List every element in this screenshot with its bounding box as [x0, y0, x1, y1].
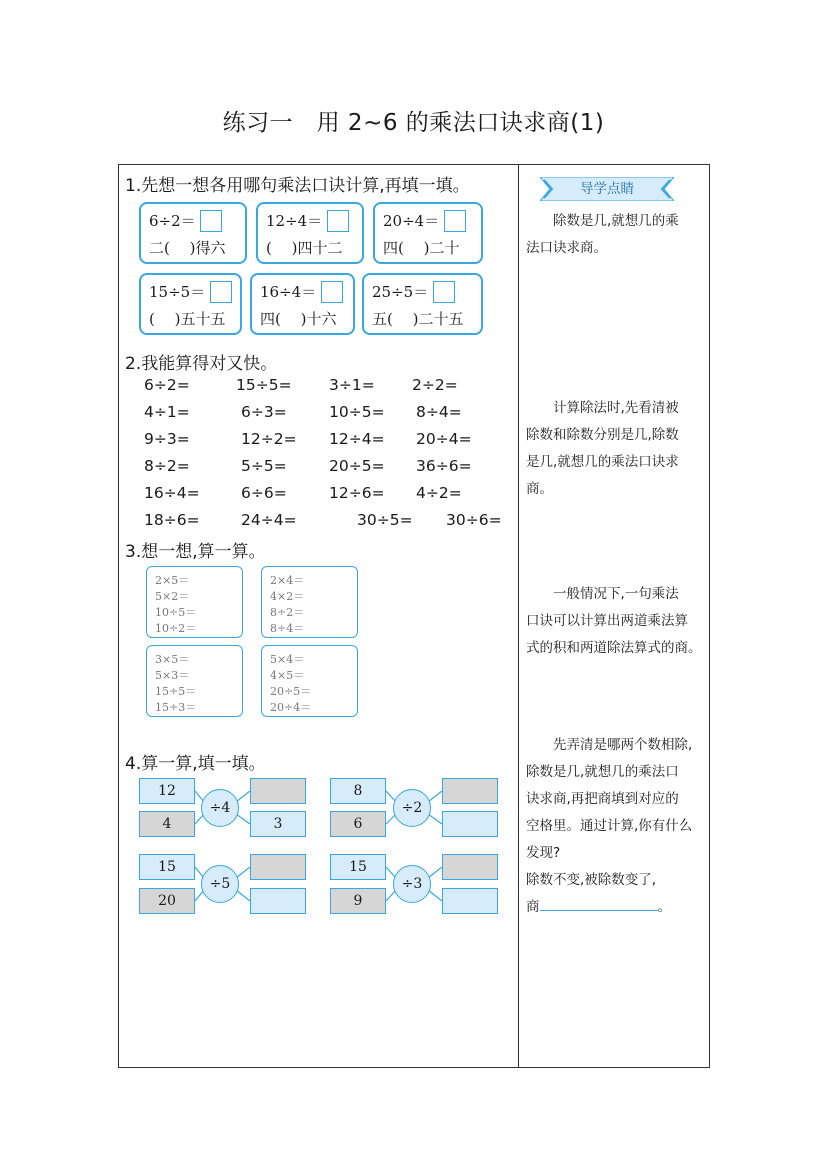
q1-expr: 12÷4＝	[266, 212, 323, 230]
q1-rhyme: 四( )二十	[383, 239, 460, 257]
q1-rhyme: ( )四十二	[266, 239, 343, 257]
q2-exercise: 10÷5=	[329, 403, 385, 421]
q4-dividend-box: 15	[330, 854, 386, 880]
q4-dividend-box: 9	[330, 888, 386, 914]
q2-exercise: 15÷5=	[236, 376, 292, 394]
q1-rhyme: 五( )二十五	[372, 310, 464, 328]
guide-ribbon	[540, 177, 674, 201]
q4-dividend-box: 8	[330, 778, 386, 804]
q4-dividend-box: 6	[330, 811, 386, 837]
q3-line: 4×5＝	[270, 669, 305, 682]
q2-exercise: 3÷1=	[329, 376, 375, 394]
q4-answer-box[interactable]	[250, 778, 306, 804]
sidebar-note-4	[526, 732, 710, 921]
q2-exercise: 12÷4=	[329, 430, 385, 448]
note-line: 诀求商,再把商填到对应的	[526, 791, 679, 807]
q2-exercise: 12÷2=	[241, 430, 297, 448]
q4-answer-box[interactable]	[442, 811, 498, 837]
q4-answer-box[interactable]	[442, 778, 498, 804]
q4-operator-circle: ÷3	[393, 865, 431, 903]
note-line: 口诀可以计算出两道乘法算	[526, 613, 688, 629]
note-line: 除数不变,被除数变了,	[526, 872, 657, 888]
note-line: 除数是几,就想几的乘法口	[526, 764, 679, 780]
note-line: 计算除法时,先看清被	[526, 400, 679, 416]
q1-expr: 25÷5＝	[372, 283, 429, 301]
q4-answer-box[interactable]	[250, 854, 306, 880]
q2-heading: 2.我能算得对又快。	[125, 354, 278, 374]
note-fill-line	[526, 894, 710, 921]
q1-expr: 15÷5＝	[149, 283, 206, 301]
q3-line: 4×2＝	[270, 590, 305, 603]
q4-heading: 4.算一算,填一填。	[125, 754, 266, 774]
note-line: 是几,就想几的乘法口诀求	[526, 454, 679, 470]
q2-exercise: 4÷1=	[144, 403, 190, 421]
q2-exercise: 8÷4=	[416, 403, 462, 421]
q2-exercise: 30÷6=	[446, 511, 502, 529]
q4-answer-box[interactable]: 3	[250, 811, 306, 837]
q4-dividend-box: 15	[139, 854, 195, 880]
q3-line: 20÷5＝	[270, 685, 312, 698]
q3-line: 10÷5＝	[155, 606, 197, 619]
q2-exercise: 18÷6=	[144, 511, 200, 529]
q4-dividend-box: 20	[139, 888, 195, 914]
q2-exercise: 12÷6=	[329, 484, 385, 502]
sidebar-note-1	[526, 208, 710, 262]
q2-exercise: 8÷2=	[144, 457, 190, 475]
q1-heading: 1.先想一想各用哪句乘法口诀计算,再填一填。	[125, 176, 470, 196]
q3-line: 2×4＝	[270, 574, 305, 587]
q1-expr: 16÷4＝	[260, 283, 317, 301]
q3-heading: 3.想一想,算一算。	[125, 542, 266, 562]
q2-exercise: 2÷2=	[412, 376, 458, 394]
q2-exercise: 20÷5=	[329, 457, 385, 475]
sidebar-note-3	[526, 581, 710, 662]
q2-exercise: 24÷4=	[241, 511, 297, 529]
q4-answer-box[interactable]	[442, 888, 498, 914]
q2-exercise: 16÷4=	[144, 484, 200, 502]
q1-rhyme: 二( )得六	[149, 239, 226, 257]
note-line: 商。	[526, 481, 553, 497]
q3-line: 8÷2＝	[270, 606, 305, 619]
note-fill-suffix: 。	[657, 899, 671, 915]
q4-dividend-box: 12	[139, 778, 195, 804]
q2-exercise: 20÷4=	[416, 430, 472, 448]
q3-line: 2×5＝	[155, 574, 190, 587]
q2-exercise: 4÷2=	[416, 484, 462, 502]
q4-operator-circle: ÷5	[201, 865, 239, 903]
note-line: 式的积和两道除法算式的商。	[526, 640, 702, 656]
note-line: 除数是几,就想几的乘	[526, 213, 679, 229]
q2-exercise: 5÷5=	[241, 457, 287, 475]
q3-line: 15÷3＝	[155, 701, 197, 714]
page-title: 练习一 用 2~6 的乘法口诀求商(1)	[222, 110, 605, 136]
q1-expr: 6÷2＝	[149, 212, 196, 230]
q3-line: 5×2＝	[155, 590, 190, 603]
note-line: 法口诀求商。	[526, 240, 607, 256]
q3-line: 8÷4＝	[270, 622, 305, 635]
q2-exercise: 6÷6=	[241, 484, 287, 502]
note-line: 除数和除数分别是几,除数	[526, 427, 679, 443]
q2-exercise: 30÷5=	[357, 511, 413, 529]
note-line: 空格里。通过计算,你有什么	[526, 818, 693, 834]
q2-exercise: 6÷2=	[144, 376, 190, 394]
q3-line: 10÷2＝	[155, 622, 197, 635]
q3-line: 5×4＝	[270, 653, 305, 666]
q4-operator-circle: ÷4	[201, 789, 239, 827]
note-line: 发现?	[526, 845, 561, 861]
q1-expr: 20÷4＝	[383, 212, 440, 230]
q2-exercise: 36÷6=	[416, 457, 472, 475]
fill-blank[interactable]	[540, 896, 658, 911]
q4-operator-circle: ÷2	[393, 789, 431, 827]
q4-answer-box[interactable]	[250, 888, 306, 914]
q1-rhyme: ( )五十五	[149, 310, 226, 328]
note-fill-prefix: 商	[526, 899, 540, 915]
q4-answer-box[interactable]	[442, 854, 498, 880]
q3-line: 5×3＝	[155, 669, 190, 682]
q1-rhyme: 四( )十六	[260, 310, 337, 328]
q3-line: 20÷4＝	[270, 701, 312, 714]
q4-dividend-box: 4	[139, 811, 195, 837]
q2-exercise: 6÷3=	[241, 403, 287, 421]
note-line: 先弄清是哪两个数相除,	[526, 737, 693, 753]
sidebar-note-2	[526, 395, 710, 503]
note-line: 一般情况下,一句乘法	[526, 586, 679, 602]
q3-line: 15÷5＝	[155, 685, 197, 698]
q3-line: 3×5＝	[155, 653, 190, 666]
ribbon-label: 导学点睛	[580, 181, 634, 197]
q2-exercise: 9÷3=	[144, 430, 190, 448]
